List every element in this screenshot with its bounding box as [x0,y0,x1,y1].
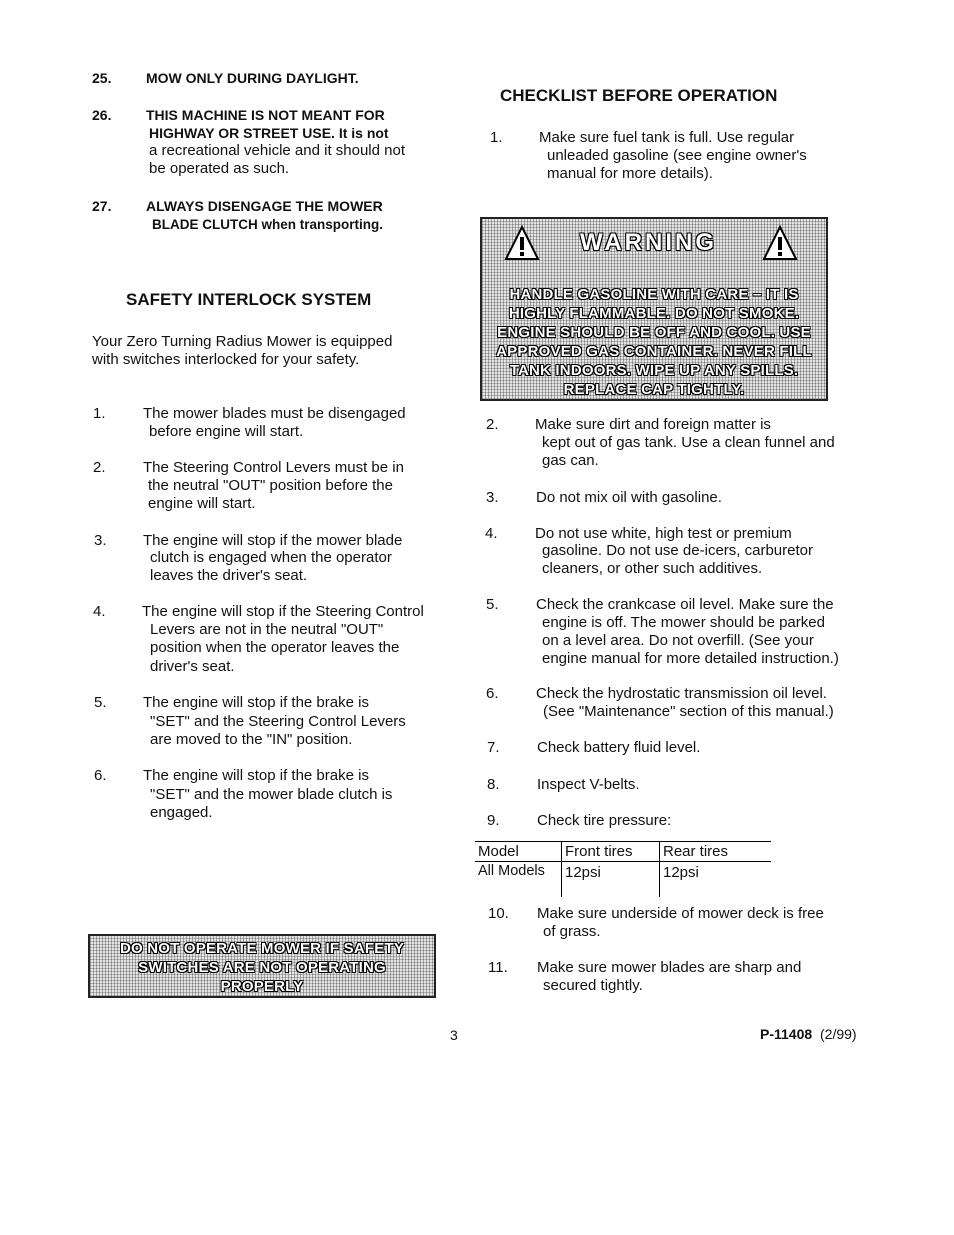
item-text: Make sure underside of mower deck is free [537,905,824,922]
item-text: The engine will stop if the brake is [143,694,369,711]
warning-line: HANDLE GASOLINE WITH CARE – IT IS [509,286,799,303]
item-number: 5. [94,694,107,711]
item-text: Levers are not in the neutral "OUT" [150,621,384,638]
table-rule [561,841,562,897]
item-text: cleaners, or other such additives. [542,560,763,577]
item-text: engine manual for more detailed instruction.) [542,650,839,667]
warning-box [480,217,828,401]
item-text: Inspect V-belts. [537,776,640,793]
item-text: Check tire pressure: [537,812,672,829]
table-cell: 12psi [663,864,699,881]
item-text: kept out of gas tank. Use a clean funnel and [542,434,835,451]
item-text: on a level area. Do not overfill. (See your [542,632,814,649]
item-text: driver's seat. [150,658,235,675]
item-number: 3. [94,532,107,549]
notice-text [90,936,434,996]
item-number: 2. [486,416,499,433]
item-number: 5. [486,596,499,613]
item-number: 4. [93,603,106,620]
warning-text [482,285,826,399]
rule-text: be operated as such. [149,160,290,177]
section-heading-checklist: CHECKLIST BEFORE OPERATION [500,86,778,105]
item-text: Make sure dirt and foreign matter is [535,416,771,433]
item-text: the neutral "OUT" position before the [148,477,393,494]
item-number: 11. [488,959,508,976]
item-text: position when the operator leaves the [150,639,400,656]
intro-text: with switches interlocked for your safety. [92,351,360,368]
table-rule [475,841,771,842]
item-number: 2. [93,459,106,476]
section-heading-safety-interlock: SAFETY INTERLOCK SYSTEM [126,290,372,309]
item-text: Check the crankcase oil level. Make sure the [536,596,834,613]
rule-text: HIGHWAY OR STREET USE. It is not [149,125,389,141]
rule-text: ALWAYS DISENGAGE THE MOWER [146,198,383,214]
warning-title: WARNING [580,229,717,256]
item-text: Make sure mower blades are sharp and [537,959,802,976]
item-number: 6. [486,685,499,702]
rule-number: 26. [92,107,112,123]
item-text: Check the hydrostatic transmission oil level. [536,685,827,702]
item-text: unleaded gasoline (see engine owner's [547,147,807,164]
item-number: 6. [94,767,107,784]
warning-line: TANK INDOORS. WIPE UP ANY SPILLS. [509,362,799,379]
table-header: Front tires [565,843,633,860]
rule-text: a recreational vehicle and it should not [149,142,405,159]
notice-line: SWITCHES ARE NOT OPERATING [138,959,386,976]
item-text: Do not use white, high test or premium [535,525,792,542]
item-number: 1. [93,405,106,422]
safety-notice-box [88,934,436,998]
warning-triangle-icon [762,225,798,261]
item-number: 9. [487,812,500,829]
item-text: The Steering Control Levers must be in [143,459,404,476]
item-text: The mower blades must be disengaged [143,405,406,422]
warning-line: APPROVED GAS CONTAINER. NEVER FILL [496,343,812,360]
item-text: Make sure fuel tank is full. Use regular [539,129,795,146]
item-text: gas can. [542,452,599,469]
item-text: The engine will stop if the mower blade [143,532,403,549]
table-rule [659,841,660,897]
item-number: 4. [485,525,498,542]
item-number: 8. [487,776,500,793]
rule-text: BLADE CLUTCH when transporting. [152,217,383,232]
item-text: Do not mix oil with gasoline. [536,489,722,506]
rule-text: MOW ONLY DURING DAYLIGHT. [146,70,359,86]
item-number: 7. [487,739,500,756]
item-text: of grass. [543,923,601,940]
table-cell: 12psi [565,864,601,881]
item-text: clutch is engaged when the operator [150,549,392,566]
item-text: The engine will stop if the Steering Control [142,603,424,620]
rule-text: THIS MACHINE IS NOT MEANT FOR [146,107,385,123]
warning-line: ENGINE SHOULD BE OFF AND COOL. USE [497,324,811,341]
item-text: "SET" and the mower blade clutch is [150,786,393,803]
item-text: engine will start. [148,495,256,512]
page-number: 3 [450,1027,458,1043]
item-number: 10. [488,905,509,922]
notice-line: DO NOT OPERATE MOWER IF SAFETY [119,940,405,957]
item-text: before engine will start. [149,423,304,440]
rule-number: 27. [92,198,112,214]
document-date: (2/99) [820,1026,857,1042]
item-text: engine is off. The mower should be parked [542,614,825,631]
item-text: secured tightly. [543,977,643,994]
item-text: (See "Maintenance" section of this manual.) [543,703,834,720]
item-text: manual for more details). [547,165,713,182]
warning-triangle-icon [504,225,540,261]
item-text: gasoline. Do not use de-icers, carburetor [542,542,813,559]
item-text: engaged. [150,804,213,821]
document-id: P-11408 [760,1026,813,1042]
item-number: 1. [490,129,503,146]
intro-text: Your Zero Turning Radius Mower is equipped [92,333,393,350]
item-text: are moved to the "IN" position. [150,731,353,748]
item-number: 3. [486,489,499,506]
warning-line: HIGHLY FLAMMABLE. DO NOT SMOKE. [508,305,800,322]
item-text: "SET" and the Steering Control Levers [150,713,406,730]
notice-line: PROPERLY [220,978,304,995]
warning-line: REPLACE CAP TIGHTLY. [563,381,745,398]
item-text: Check battery fluid level. [537,739,701,756]
table-cell: All Models [478,863,545,879]
table-header: Model [478,843,519,860]
table-header: Rear tires [663,843,729,860]
item-text: The engine will stop if the brake is [143,767,369,784]
rule-number: 25. [92,70,112,86]
item-text: leaves the driver's seat. [150,567,308,584]
